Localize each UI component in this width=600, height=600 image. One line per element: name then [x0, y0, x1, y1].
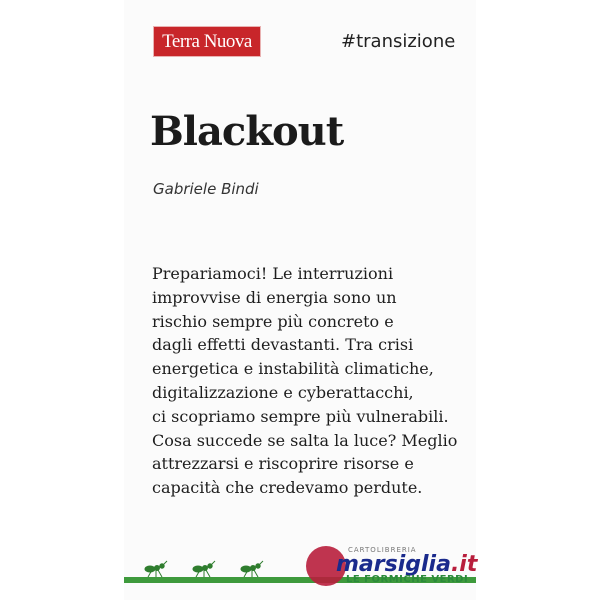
ant-icon	[193, 561, 215, 577]
blurb-line: rischio sempre più concreto e	[152, 311, 394, 331]
blurb-line: Cosa succede se salta la luce? Meglio	[152, 430, 458, 450]
book-blurb	[152, 262, 472, 500]
blurb-line: ci scopriamo sempre più vulnerabili.	[152, 406, 449, 426]
watermark-tld: .it	[450, 552, 478, 577]
blurb-line: capacità che credevamo perdute.	[152, 478, 423, 498]
publisher-logo	[153, 26, 261, 57]
watermark	[306, 544, 482, 590]
blurb-line: energetica e instabilità climatiche,	[152, 359, 434, 379]
book-author: Gabriele Bindi	[153, 180, 259, 198]
publisher-logo-text: Terra Nuova	[162, 30, 252, 52]
blurb-line: attrezzarsi e riscoprire risorse e	[152, 454, 414, 474]
watermark-small-label: CARTOLIBRERIA	[348, 546, 417, 554]
blurb-line: improvvise di energia sono un	[152, 287, 397, 307]
blurb-line: Prepariamoci! Le interruzioni	[152, 264, 394, 283]
watermark-brand-name: marsiglia	[336, 552, 451, 577]
series-hashtag: #transizione	[341, 31, 456, 52]
blurb-line: dagli effetti devastanti. Tra crisi	[152, 335, 414, 355]
blurb-line: digitalizzazione e cyberattacchi,	[152, 382, 414, 402]
watermark-sub-label: LE FORMICHE VERDI	[346, 574, 469, 585]
ant-icon	[145, 561, 167, 577]
ant-icon	[241, 561, 263, 577]
book-title: Blackout	[150, 108, 344, 155]
